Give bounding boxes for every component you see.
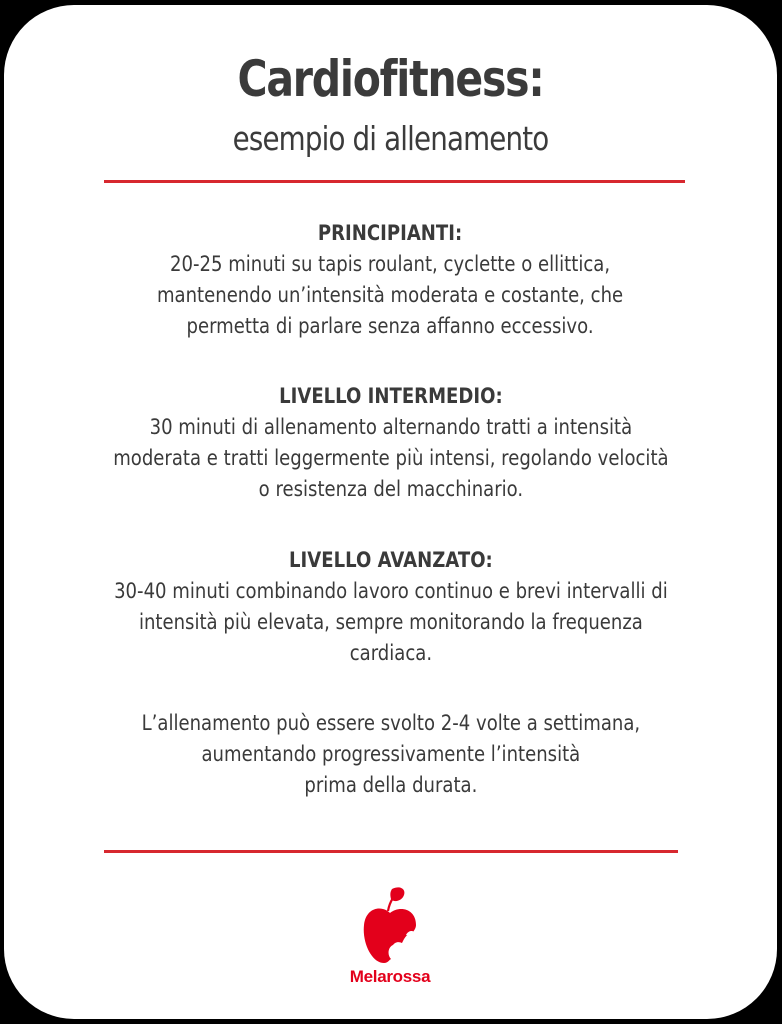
section-line: 30 minuti di allenamento alternando tratti a intensità	[149, 415, 632, 439]
infographic-card	[4, 5, 777, 1019]
section-line: permetta di parlare senza affanno eccessivo.	[186, 314, 595, 338]
melarossa-logo	[344, 885, 436, 995]
section-avanzato	[4, 545, 777, 669]
apple-icon	[362, 885, 418, 965]
section-heading: PRINCIPIANTI:	[318, 221, 463, 245]
note-line: L’allenamento può essere svolto 2-4 volte a settimana,	[141, 711, 640, 735]
section-line: mantenendo un’intensità moderata e costante, che	[157, 283, 624, 307]
section-heading: LIVELLO AVANZATO:	[288, 548, 493, 572]
note-line: prima della durata.	[303, 773, 478, 797]
note-line: aumentando progressivamente l’intensità	[201, 742, 580, 766]
section-line: intensità più elevata, sempre monitorando la frequenza	[138, 610, 643, 634]
section-line: o resistenza del macchinario.	[258, 477, 523, 501]
divider-top	[104, 180, 685, 183]
divider-bottom	[104, 850, 678, 853]
section-line: 30-40 minuti combinando lavoro continuo e brevi intervalli di	[113, 579, 668, 603]
section-intermedio	[4, 381, 777, 505]
section-heading: LIVELLO INTERMEDIO:	[278, 384, 503, 408]
page-title: Cardiofitness:	[237, 50, 544, 108]
page-subtitle: esempio di allenamento	[232, 119, 549, 158]
section-line: 20-25 minuti su tapis roulant, cyclette o ellittica,	[170, 252, 611, 276]
section-note	[4, 708, 777, 801]
section-principianti	[4, 218, 777, 342]
logo-text: Melarossa	[349, 967, 431, 986]
section-line: cardiaca.	[349, 641, 432, 665]
section-line: moderata e tratti leggermente più intensi, regolando velocità	[112, 446, 669, 470]
